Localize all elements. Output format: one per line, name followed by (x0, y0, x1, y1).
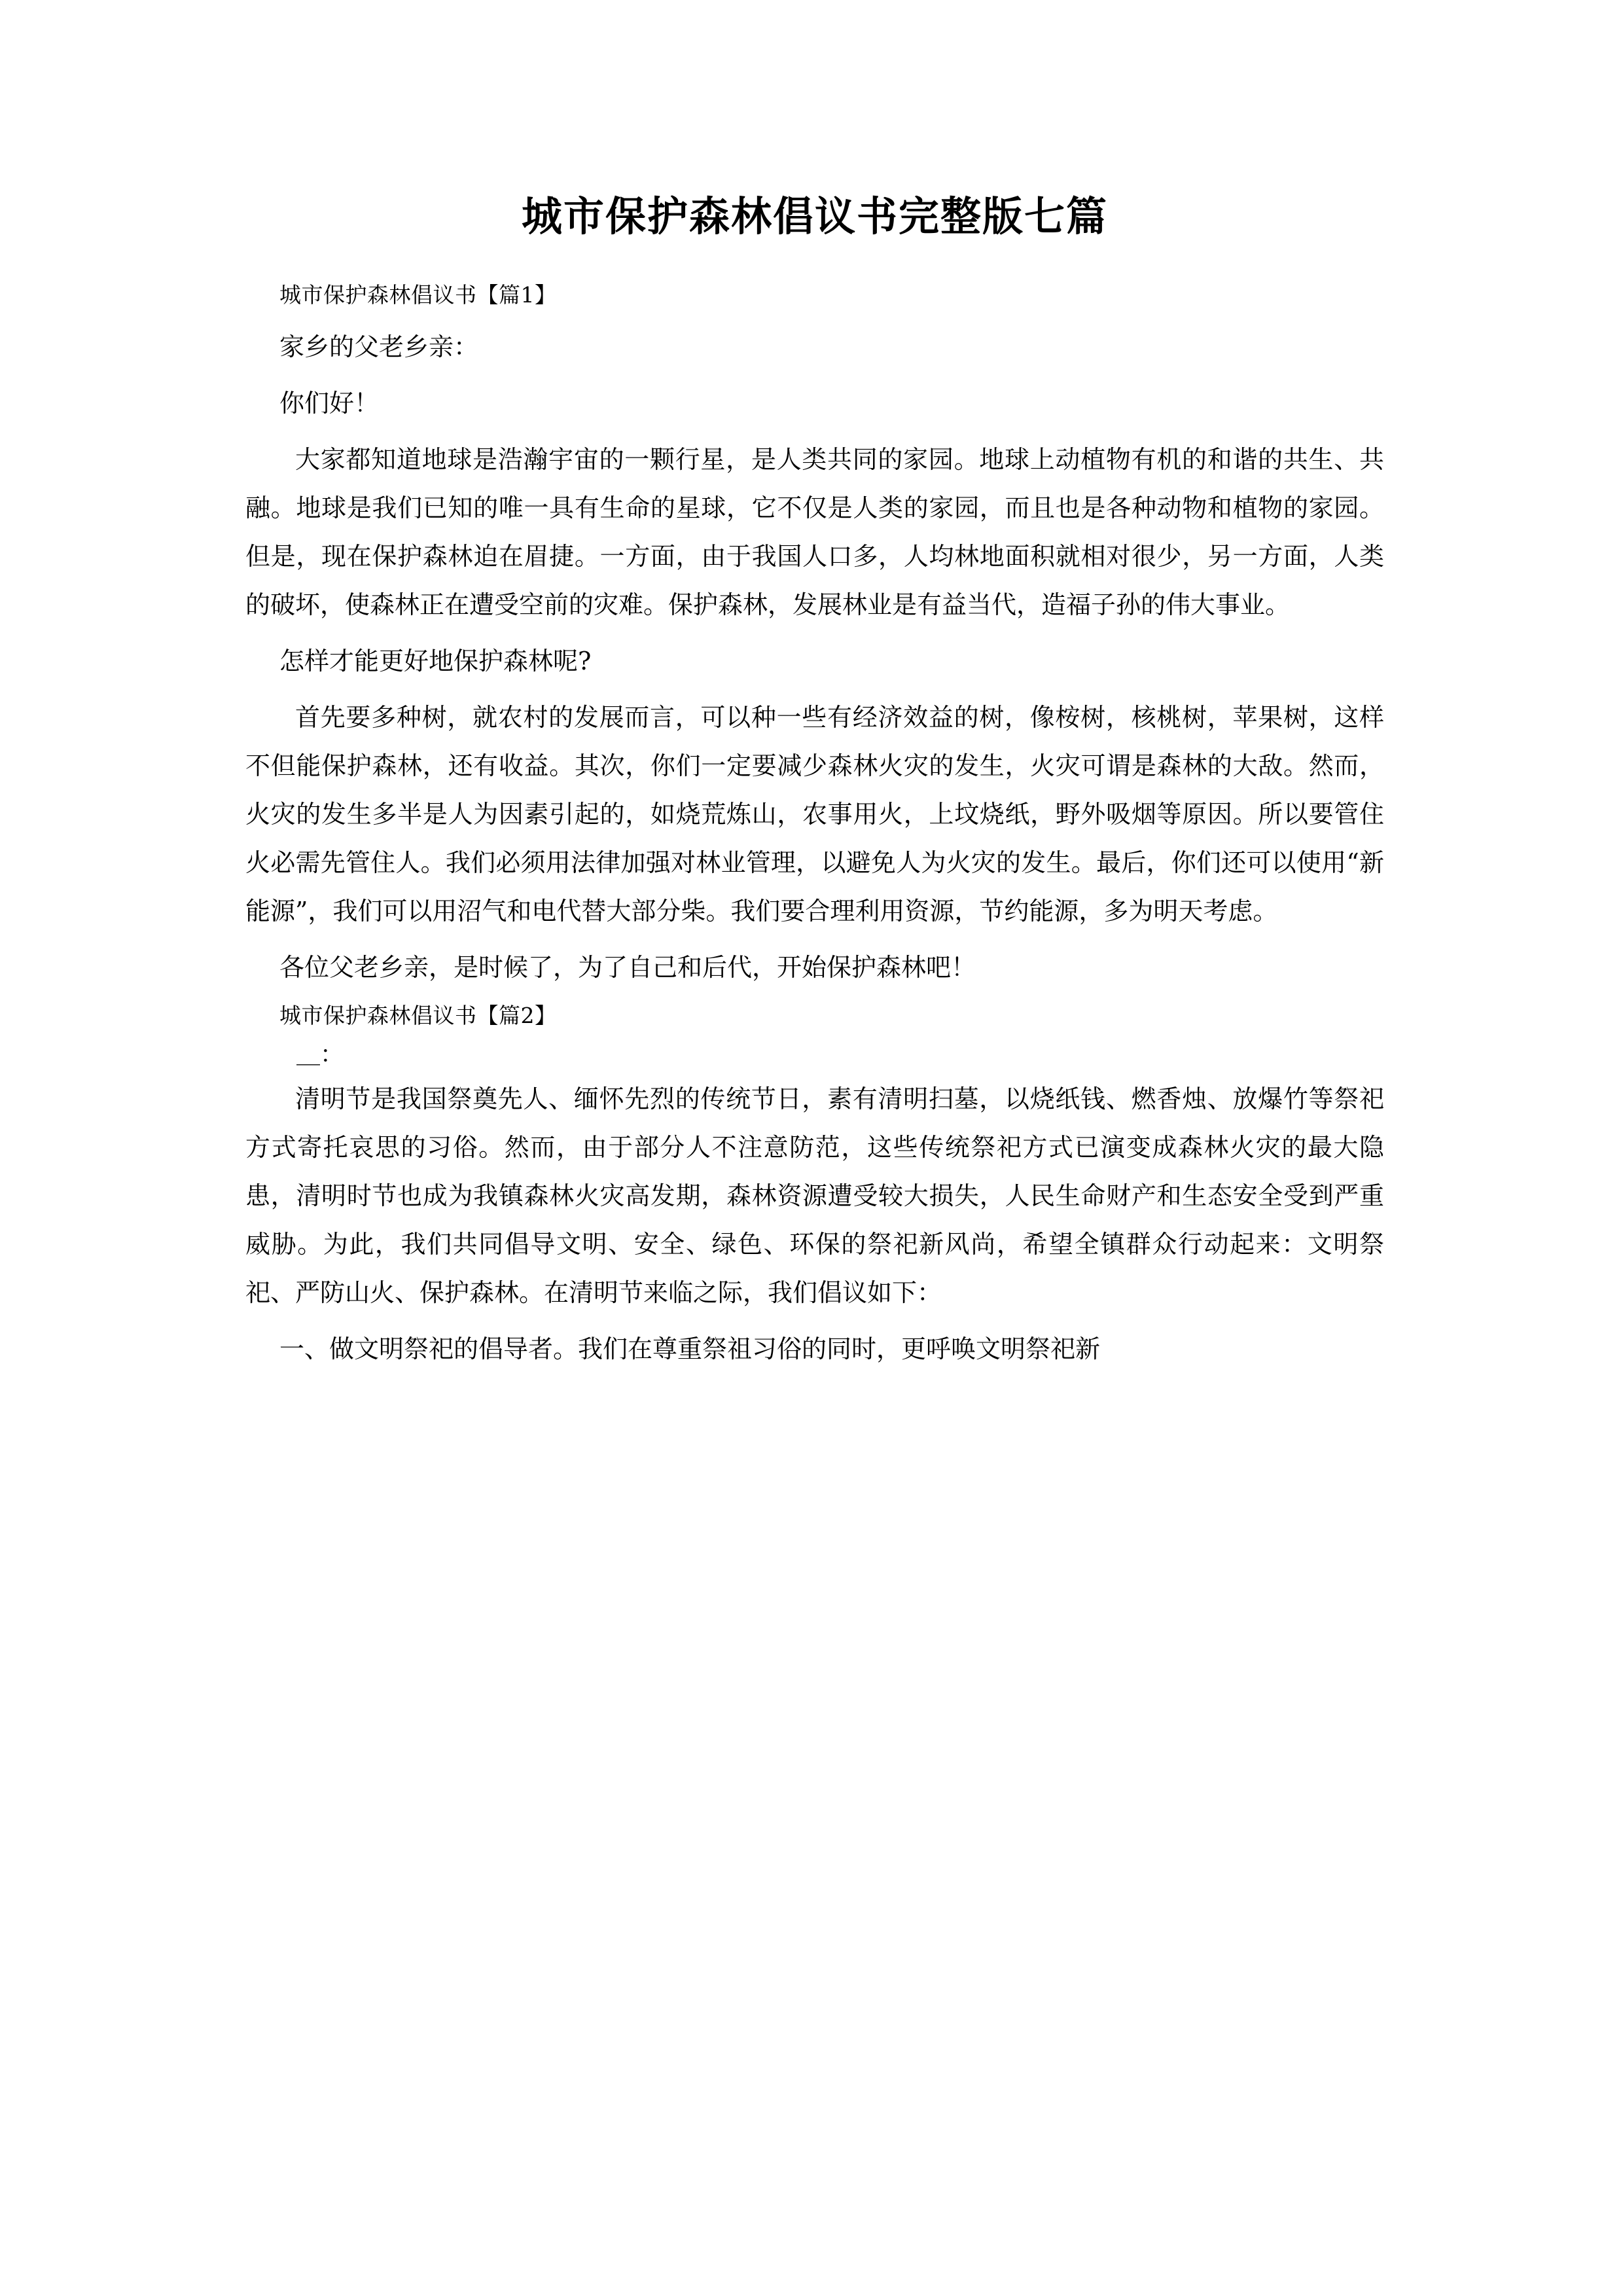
page-title: 城市保护森林倡议书完整版七篇 (521, 192, 1108, 240)
spacer-p1-3 (245, 935, 1384, 943)
section-heading-1: 城市保护森林倡议书【篇1】 (279, 281, 557, 308)
spacer-heading-2 (245, 1026, 1384, 1043)
salutation-1: 家乡的父老乡亲： (279, 332, 479, 361)
spacer-p1-1 (245, 629, 1384, 637)
spacer-heading-1 (245, 306, 1384, 323)
spacer-p1-2 (245, 685, 1384, 693)
salutation-2: ＿： (296, 1041, 344, 1068)
paragraph-1-2: 怎样才能更好地保护森林呢? (279, 646, 592, 675)
section-pian-2 (245, 1002, 1384, 1373)
paragraph-1-3: 首先要多种树，就农村的发展而言，可以种一些有经济效益的树，像桉树，核桃树，苹果树，这样不但能保护森林，还有收益。其次，你们一定要减少森林火灾的发生，火灾可谓是森林的大敌。然而，火灾的发生多半是人为因素引起的，如烧荒炼山，农事用火，上坟烧纸，野外吸烟等原因。所以要管住火必需先管住人。我们必须用法律加强对林业管理，以避免人为火灾的发生。最后，你们还可以使用“新能源”，我们可以用沼气和电代替大部分柴。我们要合理利用资源，节约能源，多为明天考虑。 (245, 702, 1384, 925)
section-heading-2: 城市保护森林倡议书【篇2】 (279, 1002, 557, 1028)
spacer-salutation-1 (245, 371, 1384, 379)
spacer-p2-1 (245, 1317, 1384, 1325)
spacer-title-body (245, 242, 1384, 284)
paragraph-2-2: 一、做文明祭祀的倡导者。我们在尊重祭祖习俗的同时，更呼唤文明祭祀新 (279, 1334, 1101, 1363)
document-content (245, 0, 1384, 1373)
paragraph-1-1: 大家都知道地球是浩瀚宇宙的一颗行星，是人类共同的家园。地球上动植物有机的和谐的共生、共融。地球是我们已知的唯一具有生命的星球，它不仅是人类的家园，而且也是各种动物和植物的家园。但是，现在保护森林迫在眉捷。一方面，由于我国人口多，人均林地面积就相对很少，另一方面，人类的破坏，使森林正在遭受空前的灾难。保护森林，发展林业是有益当代，造福子孙的伟大事业。 (245, 444, 1384, 619)
spacer-greeting-1 (245, 427, 1384, 435)
spacer-salutation-2 (245, 1067, 1384, 1075)
paragraph-2-1: 清明节是我国祭奠先人、缅怀先烈的传统节日，素有清明扫墓，以烧纸钱、燃香烛、放爆竹等祭祀方式寄托哀思的习俗。然而，由于部分人不注意防范，这些传统祭祀方式已演变成森林火灾的最大隐患，清明时节也成为我镇森林火灾高发期，森林资源遭受较大损失，人民生命财产和生态安全受到严重威胁。为此，我们共同倡导文明、安全、绿色、环保的祭祀新风尚，希望全镇群众行动起来：文明祭祀、严防山火、保护森林。在清明节来临之际，我们倡议如下： (245, 1084, 1384, 1307)
paragraph-1-4: 各位父老乡亲，是时候了，为了自己和后代，开始保护森林吧！ (279, 952, 976, 982)
section-pian-1 (245, 281, 1384, 992)
greeting-1: 你们好！ (279, 388, 380, 418)
